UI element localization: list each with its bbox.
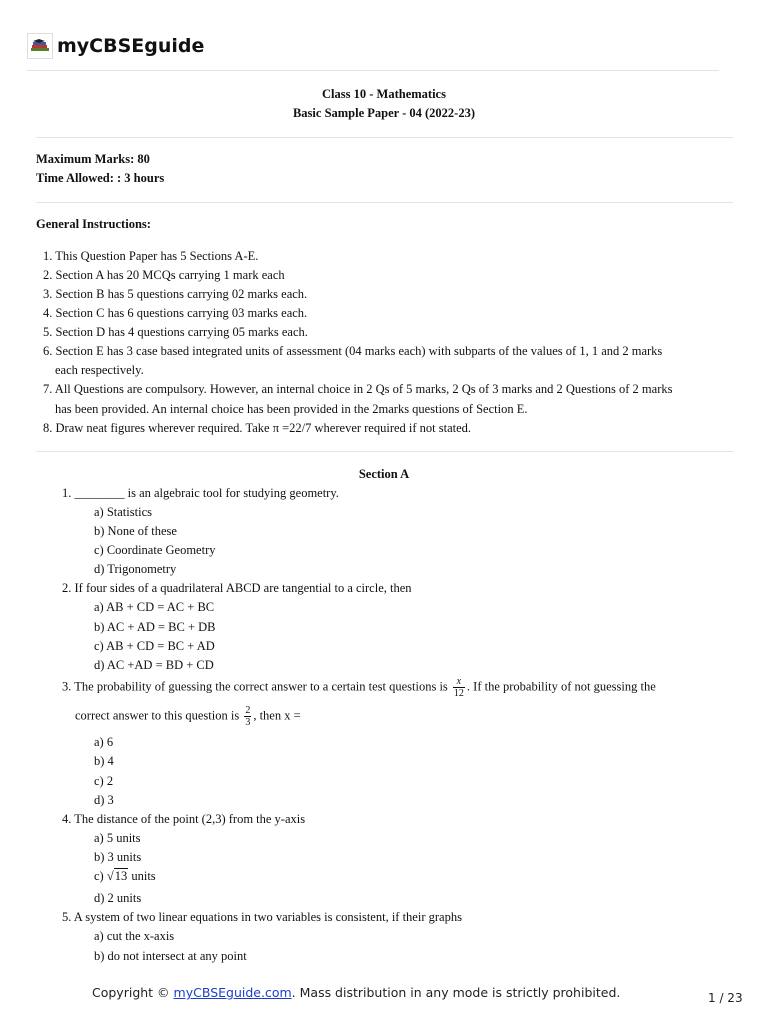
q3-text-part1: 3. The probability of guessing the correct answer to a certain test questions is <box>62 679 448 694</box>
q3-fraction-x-over-12: $\frac{x}{12}$ <box>453 676 464 699</box>
paper-title: Class 10 - Mathematics <box>322 87 446 101</box>
time-allowed: Time Allowed: : 3 hours <box>36 171 165 185</box>
question-1: 1. ________ is an algebraic tool for studying geometry. <box>62 486 339 500</box>
instruction-item: 8. Draw neat figures wherever required. Take π =22/7 wherever required if not stated. <box>43 421 472 435</box>
page-number: 1 / 23 <box>708 991 743 1005</box>
q3-option-d: d) 3 <box>94 793 114 807</box>
q1-option-a: a) Statistics <box>94 505 152 519</box>
q2-option-a: a) AB + CD = AC + BC <box>94 600 215 614</box>
question-2: 2. If four sides of a quadrilateral ABCD are tangential to a circle, then <box>62 581 412 595</box>
meta-divider <box>36 202 733 203</box>
logo-books-icon <box>27 33 53 59</box>
q3-text-part3: correct answer to this question is <box>75 708 240 723</box>
header-divider <box>27 70 719 71</box>
question-4: 4. The distance of the point (2,3) from the y-axis <box>62 812 306 826</box>
instructions-divider <box>36 451 733 452</box>
q5-option-a: a) cut the x-axis <box>94 929 175 943</box>
instruction-item-cont: has been provided. An internal choice has been provided in the 2marks questions of Section E. <box>55 402 528 416</box>
section-title: Section A <box>358 467 410 481</box>
q3-option-a: a) 6 <box>94 735 114 749</box>
q3-option-b: b) 4 <box>94 754 114 768</box>
q4-option-a: a) 5 units <box>94 831 141 845</box>
instruction-item: 2. Section A has 20 MCQs carrying 1 mark each <box>43 268 285 282</box>
q1-option-c: c) Coordinate Geometry <box>94 543 216 557</box>
q4-option-c: c) √13 units <box>94 869 156 883</box>
square-root-13: √13 <box>106 869 128 883</box>
brand-logo[interactable] <box>27 33 204 59</box>
q1-option-d: d) Trigonometry <box>94 562 177 576</box>
instruction-item: 3. Section B has 5 questions carrying 02 marks each. <box>43 287 308 301</box>
q4-option-d: d) 2 units <box>94 891 142 905</box>
question-5: 5. A system of two linear equations in two variables is consistent, if their graphs <box>62 910 462 924</box>
q2-option-c: c) AB + CD = BC + AD <box>94 639 215 653</box>
q2-option-d: d) AC +AD = BD + CD <box>94 658 214 672</box>
instruction-item: 6. Section E has 3 case based integrated units of assessment (04 marks each) with subparts of the values of 1, 1 and 2 marks <box>43 344 663 358</box>
question-3-line-1 <box>62 676 656 699</box>
q3-option-c: c) 2 <box>94 774 114 788</box>
q3-text-part4: , then x = <box>253 708 301 723</box>
title-divider <box>36 137 733 138</box>
instruction-item: 1. This Question Paper has 5 Sections A-E. <box>43 249 259 263</box>
instruction-item: 4. Section C has 6 questions carrying 03 marks each. <box>43 306 308 320</box>
q3-fraction-2-over-3: $\frac{2}{3}$ <box>245 705 251 728</box>
instruction-item: 7. All Questions are compulsory. However, an internal choice in 2 Qs of 5 marks, 2 Qs of 3 marks and 2 Questions of 2 marks <box>43 382 673 396</box>
brand-name: myCBSEguide <box>57 35 205 57</box>
footer-link[interactable]: myCBSEguide.com <box>173 985 292 1000</box>
q1-option-b: b) None of these <box>94 524 177 538</box>
instruction-item-cont: each respectively. <box>55 363 144 377</box>
max-marks: Maximum Marks: 80 <box>36 152 150 166</box>
paper-subtitle: Basic Sample Paper - 04 (2022-23) <box>292 106 476 120</box>
question-3-line-2 <box>75 705 301 728</box>
q2-option-b: b) AC + AD = BC + DB <box>94 620 216 634</box>
instruction-item: 5. Section D has 4 questions carrying 05 marks each. <box>43 325 308 339</box>
q4-option-b: b) 3 units <box>94 850 142 864</box>
q5-option-b: b) do not intersect at any point <box>94 949 247 963</box>
instructions-heading: General Instructions: <box>36 217 151 231</box>
copyright-footer: Copyright © myCBSEguide.com. Mass distribution in any mode is strictly prohibited. <box>92 985 621 1000</box>
q3-text-part2: . If the probability of not guessing the <box>466 679 656 694</box>
